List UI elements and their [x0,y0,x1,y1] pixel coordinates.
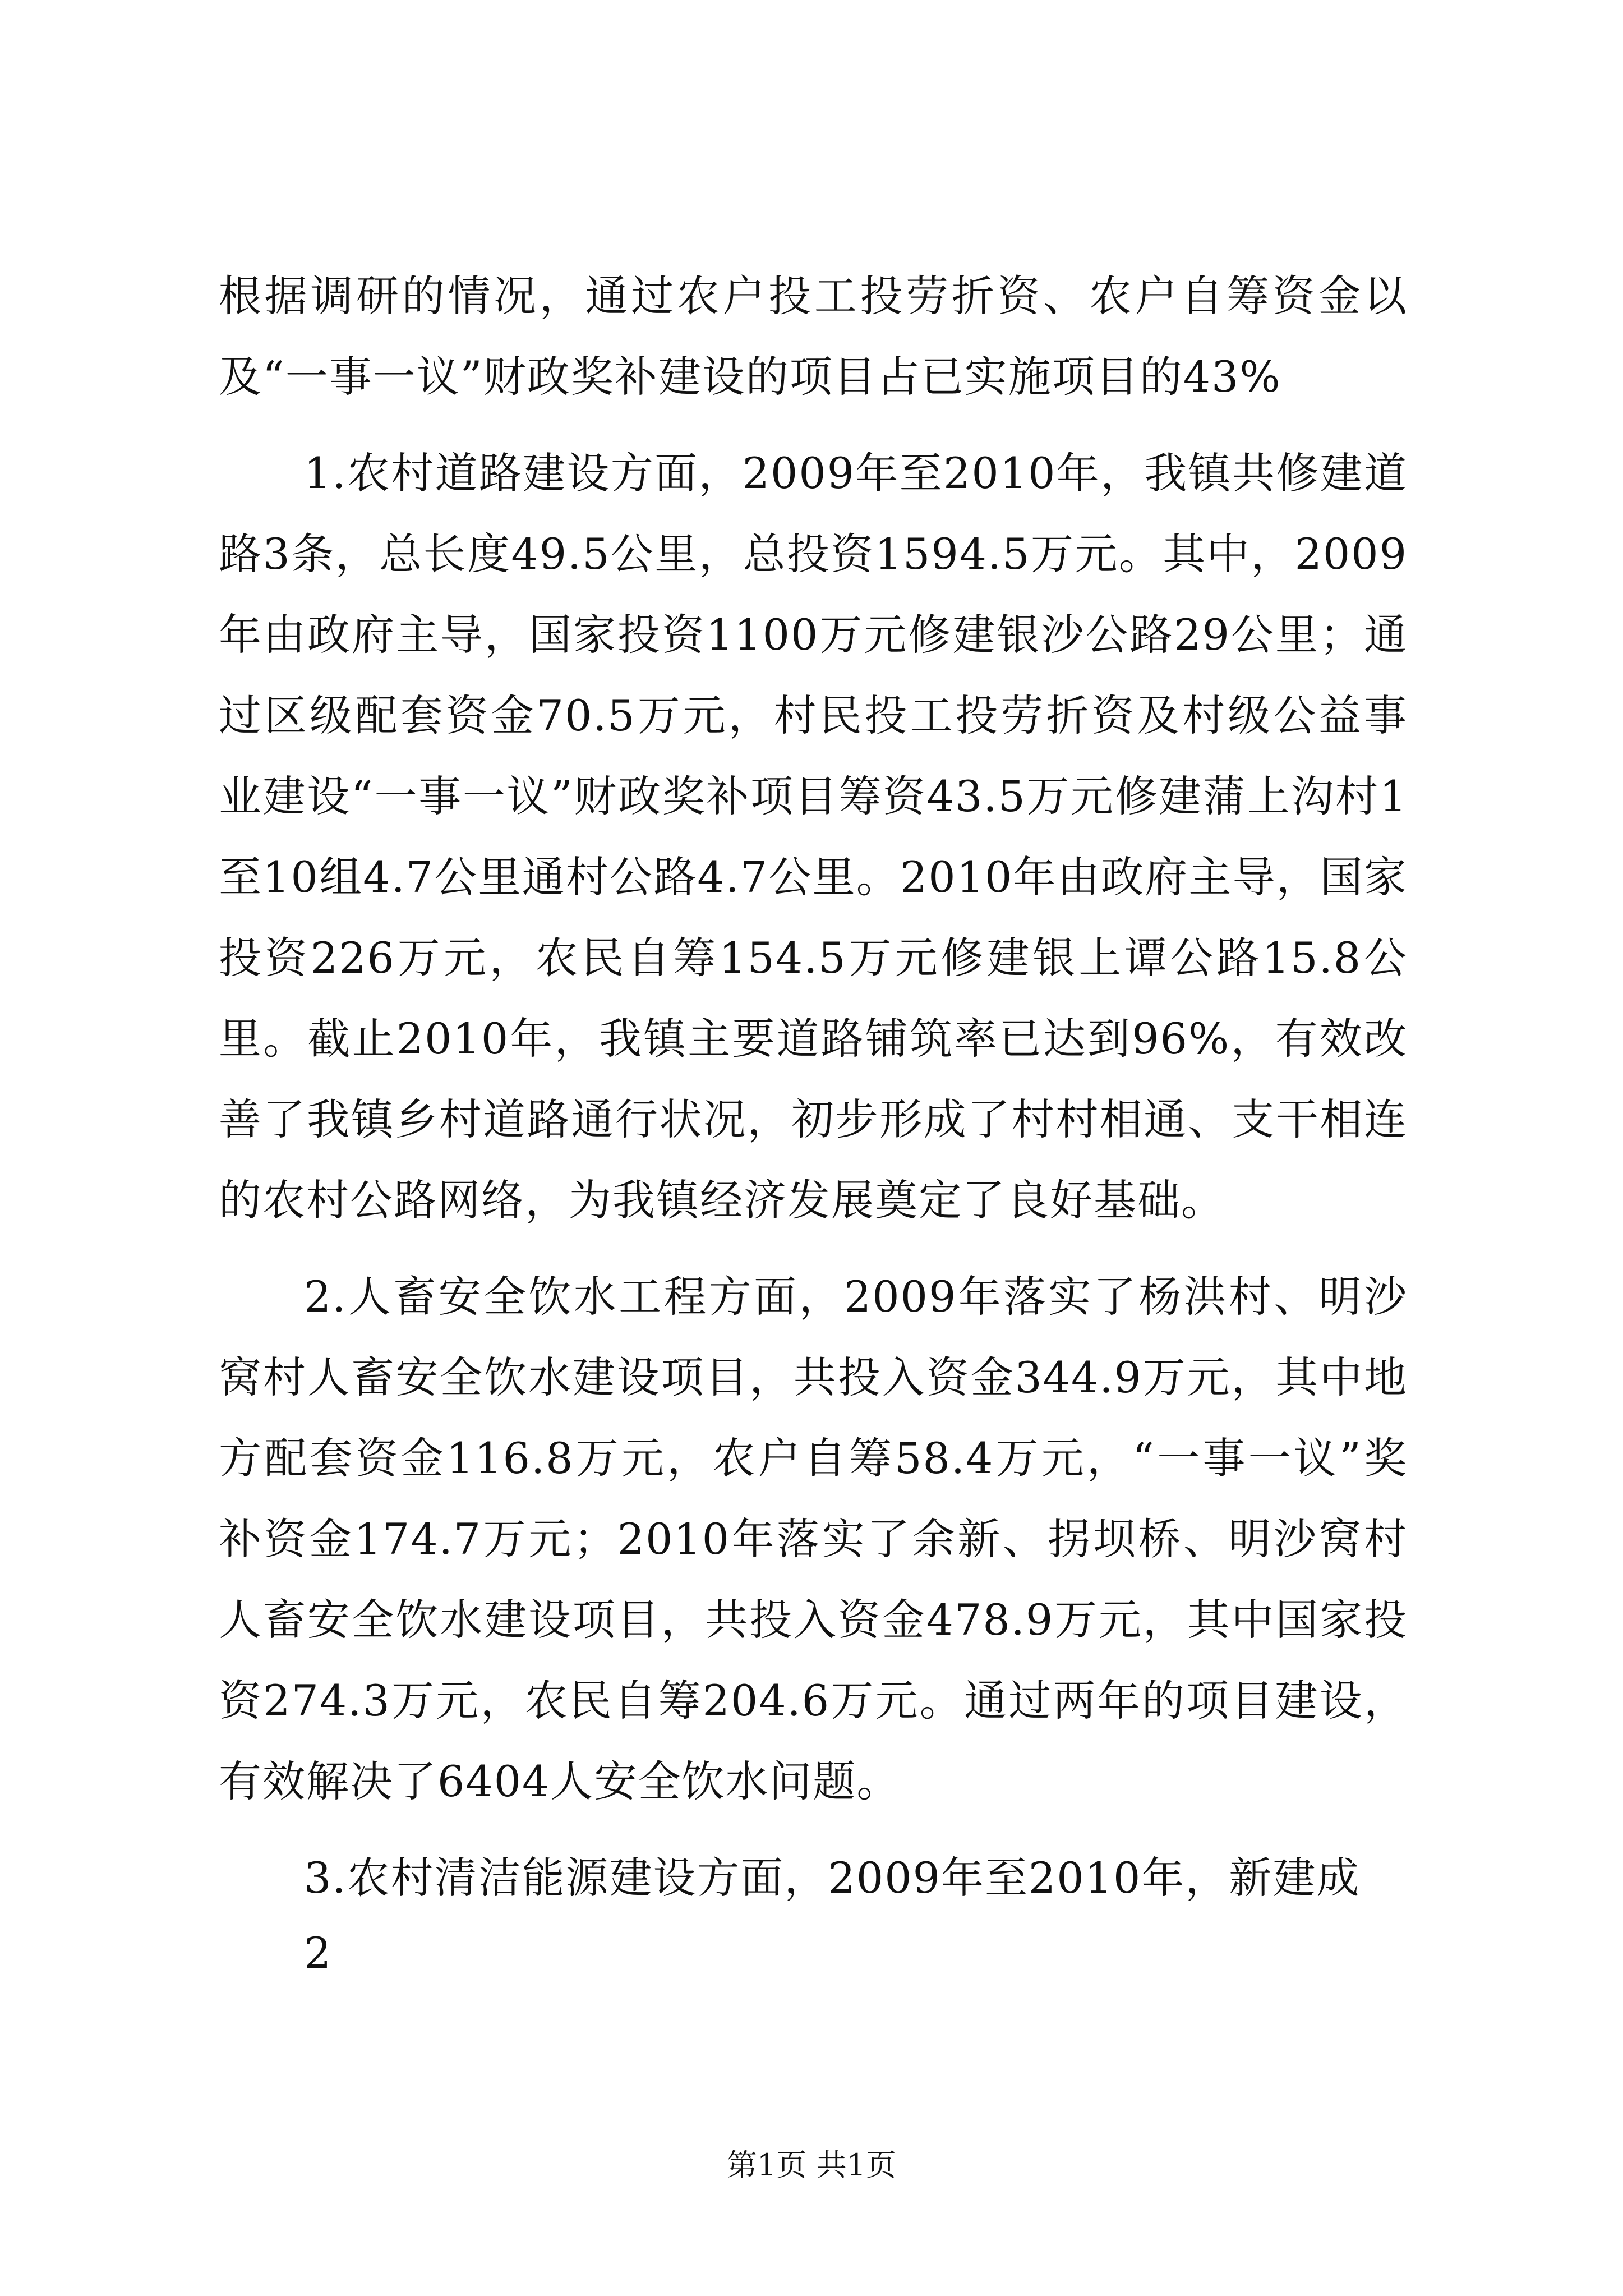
inline-page-number: 2 [304,1928,331,1978]
document-body [219,256,1408,1934]
page-footer: 第1页 共1页 [727,2147,896,2183]
paragraph-intro: 根据调研的情况，通过农户投工投劳折资、农户自筹资金以及“一事一议”财政奖补建设的项目占已实施项目的43% [219,271,1408,402]
paragraph-drinking-water: 2.人畜安全饮水工程方面，2009年落实了杨洪村、明沙窝村人畜安全饮水建设项目，共投入资金344.9万元，其中地方配套资金116.8万元，农户自筹58.4万元，“一事一议”奖补资金174.7万元；2010年落实了余新、拐坝桥、明沙窝村人畜安全饮水建设项目，共投入资金478.9万元，其中国家投资274.3万元，农民自筹204.6万元。通过两年的项目建设，有效解决了6404人安全饮水问题。 [219,1272,1408,1806]
paragraph-road-construction: 1.农村道路建设方面，2009年至2010年，我镇共修建道路3条，总长度49.5公里，总投资1594.5万元。其中，2009年由政府主导，国家投资1100万元修建银沙公路29公里；通过区级配套资金70.5万元，村民投工投劳折资及村级公益事业建设“一事一议”财政奖补项目筹资43.5万元修建蒲上沟村1至10组4.7公里通村公路4.7公里。2010年由政府主导，国家投资226万元，农民自筹154.5万元修建银上谭公路15.8公里。截止2010年，我镇主要道路铺筑率已达到96%，有效改善了我镇乡村道路通行状况，初步形成了村村相通、支干相连的农村公路网络，为我镇经济发展奠定了良好基础。 [219,448,1408,1225]
paragraph-clean-energy: 3.农村清洁能源建设方面，2009年至2010年，新建成 [304,1853,1361,1903]
